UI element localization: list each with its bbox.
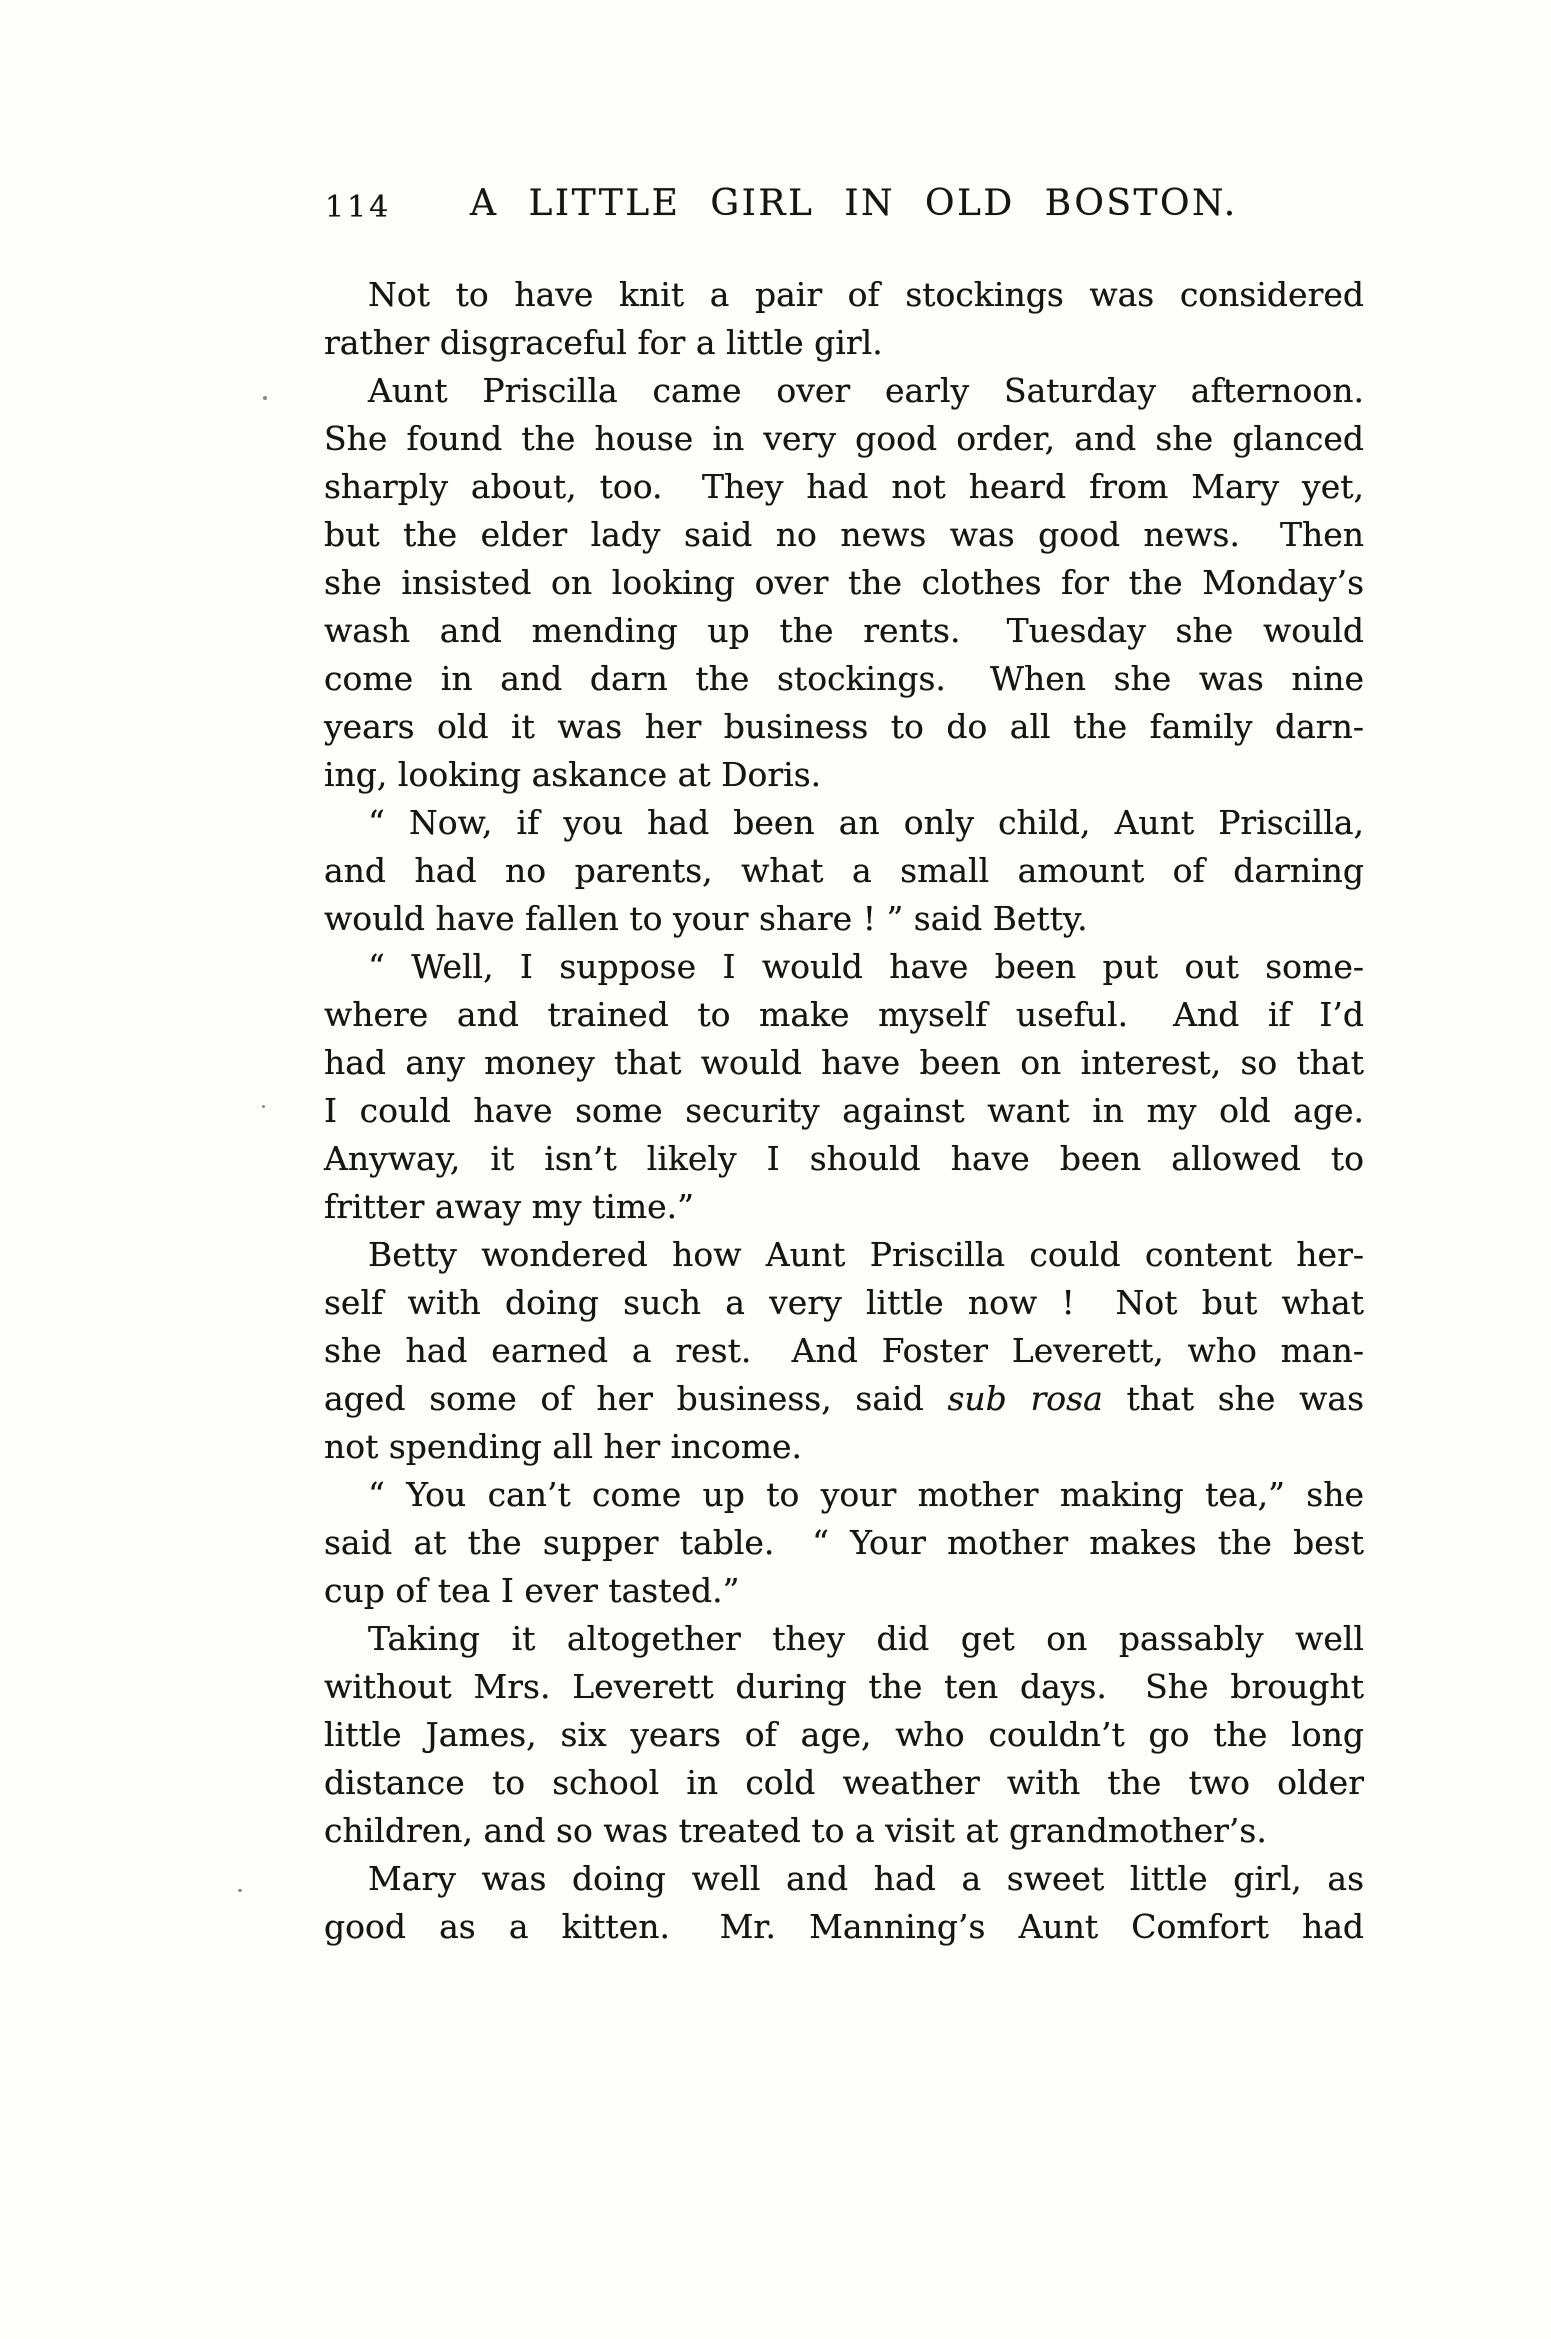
text-segment: Aunt Priscilla came over early Saturday afternoon.	[368, 371, 1364, 410]
text-line	[324, 1135, 1364, 1183]
text-line	[324, 463, 1364, 511]
text-segment: Mary was doing well and had a sweet little girl, as	[368, 1859, 1364, 1898]
text-line	[324, 1711, 1364, 1759]
page-header	[0, 0, 1551, 260]
text-line	[324, 1615, 1364, 1663]
text-line	[324, 1279, 1364, 1327]
text-line	[324, 607, 1364, 655]
text-line	[324, 703, 1364, 751]
text-segment: rather disgraceful for a little girl.	[324, 323, 883, 362]
text-line	[324, 1807, 1364, 1855]
text-line	[324, 319, 1364, 367]
text-line	[324, 1039, 1364, 1087]
text-line	[324, 1231, 1364, 1279]
text-line	[324, 847, 1364, 895]
text-line	[324, 1663, 1364, 1711]
text-segment: said at the supper table. “ Your mother makes the best	[324, 1523, 1364, 1562]
text-segment: without Mrs. Leverett during the ten days. She brought	[324, 1667, 1364, 1706]
text-segment: where and trained to make myself useful. And if I’d	[324, 995, 1364, 1034]
text-line	[324, 367, 1364, 415]
text-segment: I could have some security against want in my old age.	[324, 1091, 1364, 1130]
text-line	[324, 271, 1364, 319]
text-segment: not spending all her income.	[324, 1427, 803, 1466]
text-segment: but the elder lady said no news was good news. Then	[324, 515, 1364, 554]
scan-speck	[238, 1889, 242, 1892]
text-segment: fritter away my time.”	[324, 1187, 695, 1226]
text-segment: Anyway, it isn’t likely I should have been allowed to	[324, 1139, 1364, 1178]
text-segment: wash and mending up the rents. Tuesday she would	[324, 611, 1364, 650]
text-segment: she had earned a rest. And Foster Leverett, who man-	[324, 1331, 1364, 1370]
text-segment: come in and darn the stockings. When she was nine	[324, 659, 1364, 698]
text-line	[324, 511, 1364, 559]
italic-phrase: sub rosa	[947, 1379, 1103, 1418]
text-line	[324, 655, 1364, 703]
text-line	[324, 559, 1364, 607]
text-segment: cup of tea I ever tasted.”	[324, 1571, 740, 1610]
text-line	[324, 799, 1364, 847]
text-line	[324, 1183, 1364, 1231]
text-segment: she insisted on looking over the clothes for the Monday’s	[324, 563, 1364, 602]
text-segment: Betty wondered how Aunt Priscilla could content her-	[368, 1235, 1364, 1274]
text-segment: little James, six years of age, who couldn’t go the long	[324, 1715, 1364, 1754]
text-line	[324, 1375, 1364, 1423]
text-line	[324, 943, 1364, 991]
text-line	[324, 1855, 1364, 1903]
text-line	[324, 751, 1364, 799]
text-line	[324, 415, 1364, 463]
text-segment: and had no parents, what a small amount of darning	[324, 851, 1364, 890]
text-segment: had any money that would have been on interest, so that	[324, 1043, 1364, 1082]
page-number: 114	[325, 190, 392, 225]
text-segment: “ You can’t come up to your mother making tea,” she	[368, 1475, 1364, 1514]
running-title: A LITTLE GIRL IN OLD BOSTON.	[470, 183, 1238, 224]
text-segment: self with doing such a very little now ! Not but what	[324, 1283, 1364, 1322]
text-line	[324, 895, 1364, 943]
text-segment: She found the house in very good order, and she glanced	[324, 419, 1364, 458]
text-line	[324, 1759, 1364, 1807]
scan-speck	[262, 1105, 265, 1108]
text-line	[324, 1903, 1364, 1951]
text-segment: that she was	[1102, 1379, 1365, 1418]
text-segment: sharply about, too. They had not heard from Mary yet,	[324, 467, 1364, 506]
text-segment: good as a kitten. Mr. Manning’s Aunt Comfort had	[324, 1907, 1364, 1946]
text-segment: “ Well, I suppose I would have been put out some-	[368, 947, 1364, 986]
scan-speck	[263, 396, 267, 400]
text-line	[324, 1327, 1364, 1375]
text-segment: years old it was her business to do all the family darn-	[324, 707, 1364, 746]
text-segment: Not to have knit a pair of stockings was considered	[368, 275, 1364, 314]
text-segment: would have fallen to your share ! ” said Betty.	[324, 899, 1088, 938]
text-line	[324, 1087, 1364, 1135]
text-line	[324, 1567, 1364, 1615]
text-line	[324, 1423, 1364, 1471]
text-segment: ing, looking askance at Doris.	[324, 755, 822, 794]
text-segment: children, and so was treated to a visit at grandmother’s.	[324, 1811, 1267, 1850]
text-segment: “ Now, if you had been an only child, Aunt Priscilla,	[368, 803, 1364, 842]
text-line	[324, 991, 1364, 1039]
page-body	[324, 271, 1364, 1951]
text-line	[324, 1471, 1364, 1519]
text-segment: aged some of her business, said	[324, 1379, 948, 1418]
text-segment: Taking it altogether they did get on passably well	[368, 1619, 1364, 1658]
text-segment: distance to school in cold weather with the two older	[324, 1763, 1364, 1802]
text-line	[324, 1519, 1364, 1567]
